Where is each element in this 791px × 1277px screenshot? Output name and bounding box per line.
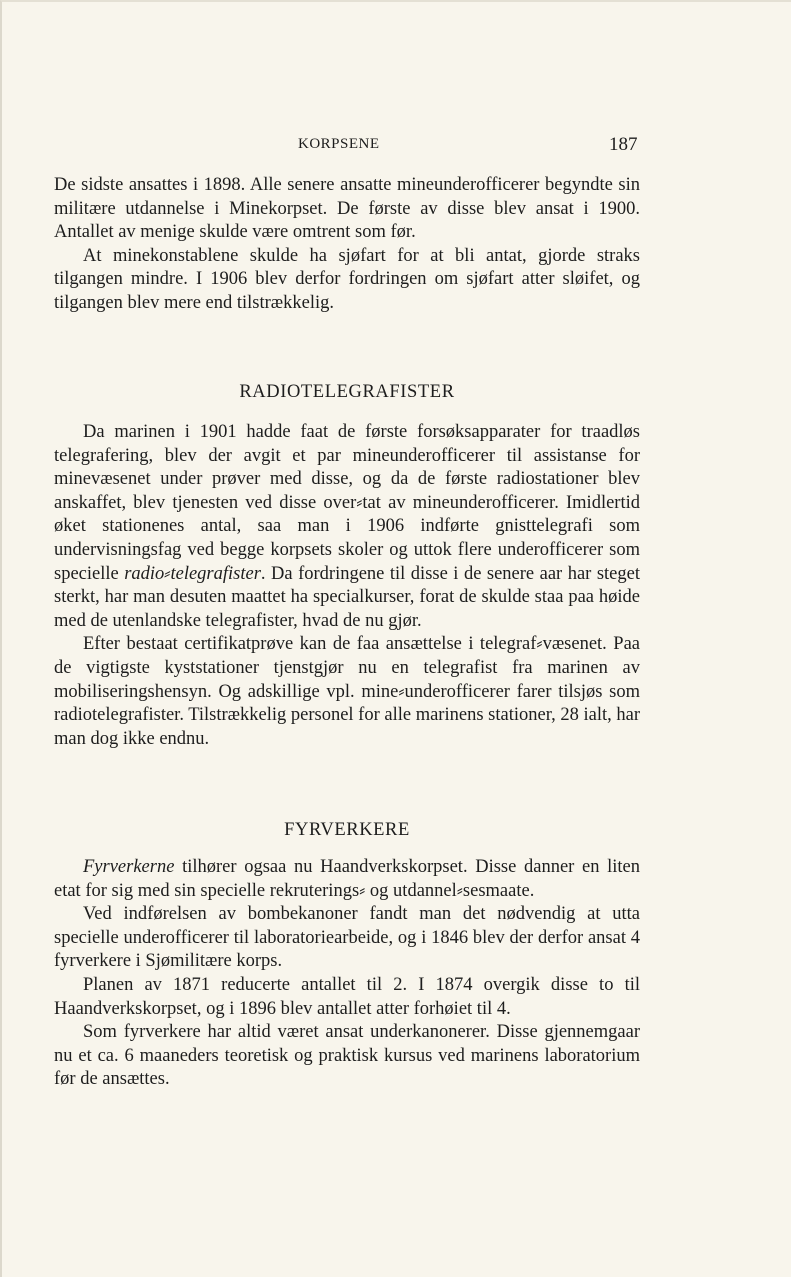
section-fyrverkere-text (54, 856, 640, 1092)
italic-term: Fyrverkerne (83, 857, 175, 877)
paragraph (54, 856, 640, 903)
section-radiotelegrafister-text (54, 421, 640, 751)
italic-term: radio⸗telegrafister (124, 563, 261, 584)
paragraph-text: tilhører ogsaa nu Haandverkskorpset. Disse danner en liten etat for sig med sin specielle rekruterings⸗ og utdannel⸗sesmaate. (54, 857, 640, 901)
paragraph: De sidste ansattes i 1898. Alle senere ansatte mineunderofficerer begyndte sin militære utdannelse i Minekorpset. De første av disse blev ansat i 1900. Antallet av menige skulde være omtrent som før. (54, 175, 640, 243)
paragraph: Ved indførelsen av bombekanoner fandt man det nødvendig at utta specielle underofficerer til laboratoriearbeide, og i 1846 blev der derfor ansat 4 fyrverkere i Sjømilitære korps. (54, 904, 640, 972)
paragraph-text: . Da fordringene til disse i de senere aar har steget sterkt, har man desuten maattet ha specialkurser, forat de skulde staa paa høide med de utenlandske telegrafister, hvad de nu gjør. (54, 563, 640, 631)
running-head-title: KORPSENE (298, 136, 380, 152)
section-minekorpset-text (54, 174, 640, 316)
running-head (2, 134, 791, 158)
section-heading-radiotelegrafister: RADIOTELEGRAFISTER (239, 382, 455, 402)
paragraph: At minekonstablene skulde ha sjøfart for at bli antat, gjorde straks tilgangen mindre. I 1906 blev derfor fordringen om sjøfart atter sløifet, og tilgangen blev mere end tilstrækkelig. (54, 245, 640, 313)
paragraph: Efter bestaat certifikatprøve kan de faa ansættelse i telegraf⸗væsenet. Paa de vigtigste kyststationer tjenstgjør nu en telegrafist fra marinen av mobiliseringshensyn. Og adskillige vpl. mine⸗underofficerer farer tilsjøs som radiotelegrafister. Tilstrækkelig personel for alle marinens stationer, 28 ialt, har man dog ikke endnu. (54, 634, 640, 749)
paragraph-text: Da marinen i 1901 hadde faat de første forsøksapparater for traadløs telegrafering, blev der avgit et par mineunderofficerer til assistanse for minevæsenet under prøver med disse, og da de første radiostationer blev anskaffet, blev tjenesten ved disse over⸗tat av mineunderofficerer. Imidlertid øket stationenes antal, saa man i 1906 indførte gnisttelegrafi som undervisningsfag ved begge korpsets skoler og uttok flere underofficerer som specielle (54, 422, 640, 584)
section-heading-fyrverkere: FYRVERKERE (284, 820, 410, 840)
page-number: 187 (609, 134, 638, 155)
paragraph (54, 421, 640, 633)
paragraph: Som fyrverkere har altid været ansat underkanonerer. Disse gjennemgaar nu et ca. 6 maaneders teoretisk og praktisk kursus ved marinens laboratorium før de ansættes. (54, 1022, 640, 1090)
paragraph: Planen av 1871 reducerte antallet til 2. I 1874 overgik disse to til Haandverkskorpset, og i 1896 blev antallet atter forhøiet til 4. (54, 974, 640, 1019)
